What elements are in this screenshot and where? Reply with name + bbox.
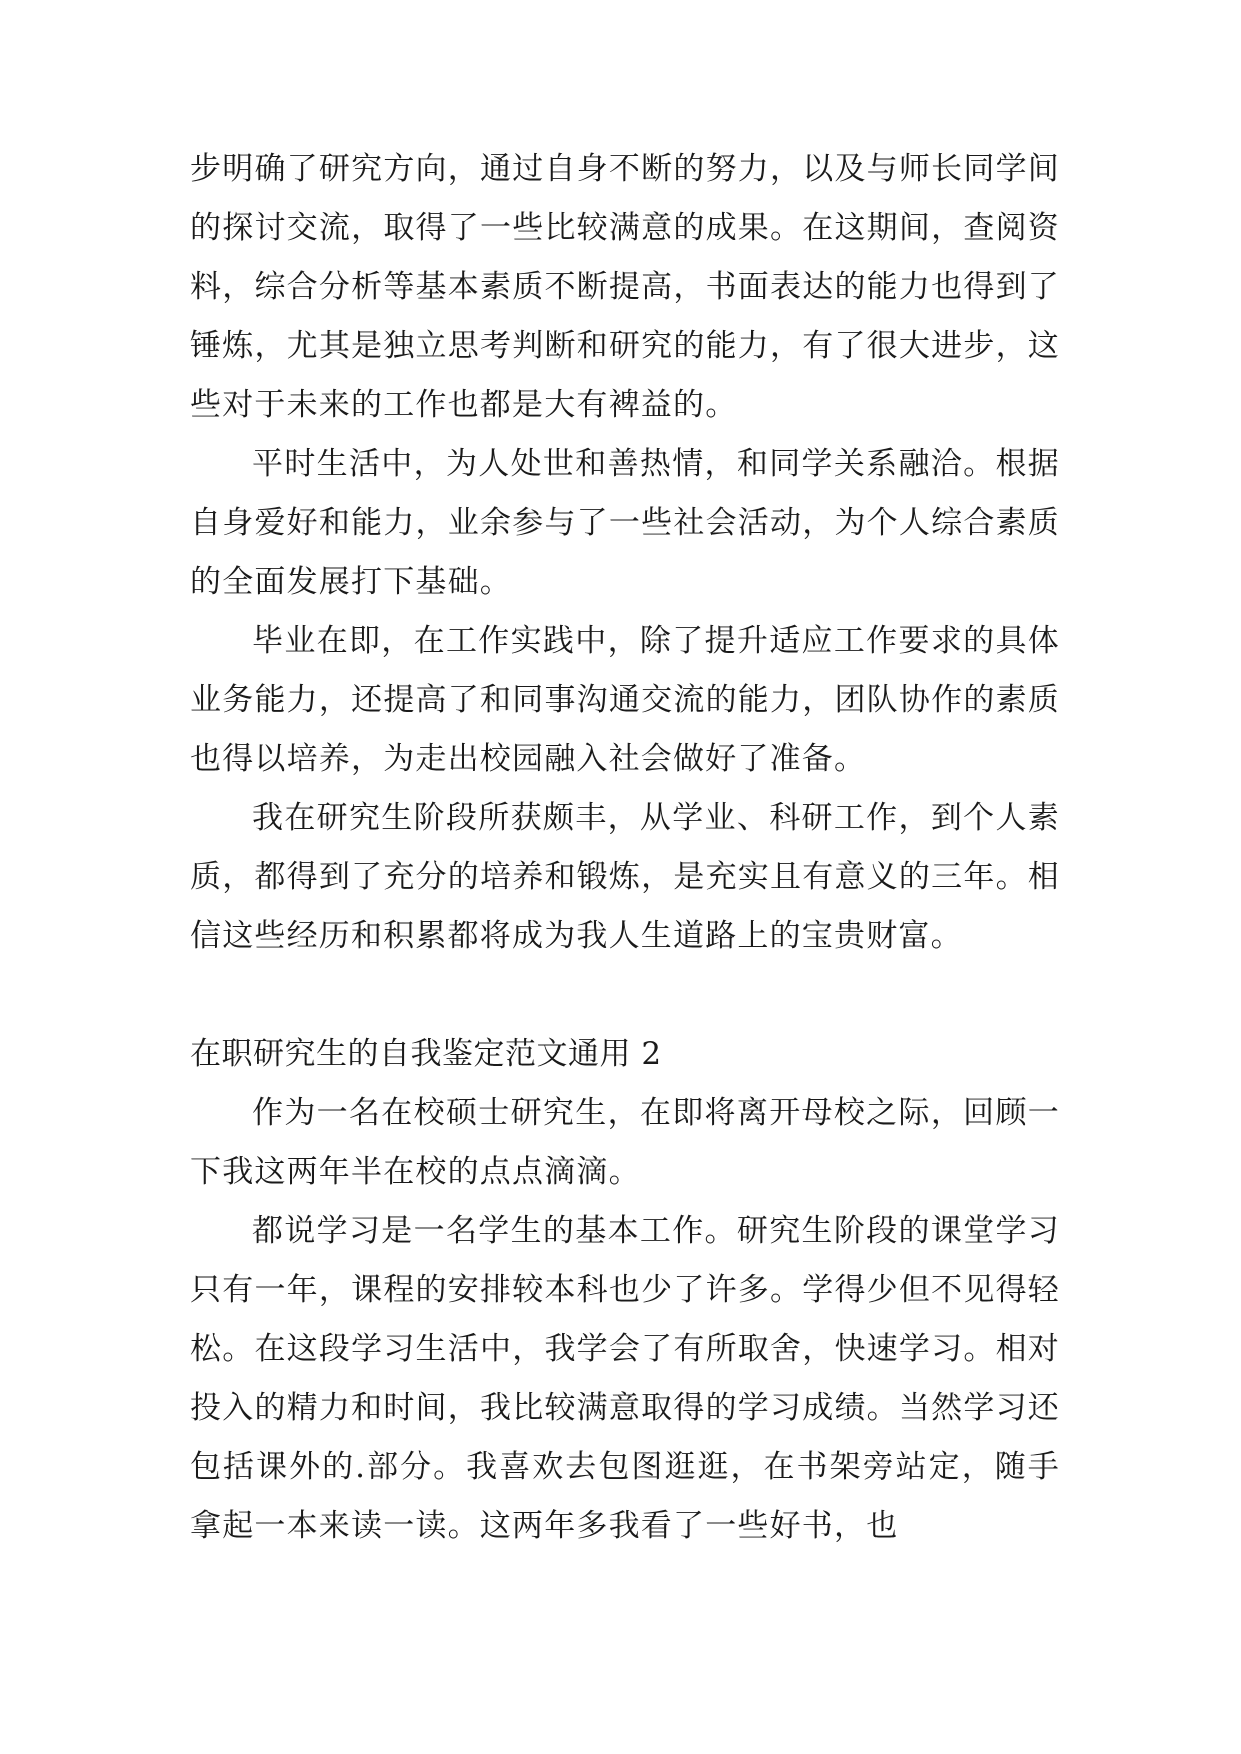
- document-body: [190, 140, 1060, 1556]
- paragraph: 都说学习是一名学生的基本工作。研究生阶段的课堂学习只有一年，课程的安排较本科也少了许多。学得少但不见得轻松。在这段学习生活中，我学会了有所取舍，快速学习。相对投入的精力和时间，我比较满意取得的学习成绩。当然学习还包括课外的.部分。我喜欢去包图逛逛，在书架旁站定，随手拿起一本来读一读。这两年多我看了一些好书，也: [190, 1213, 1060, 1544]
- paragraph: 作为一名在校硕士研究生，在即将离开母校之际，回顾一下我这两年半在校的点点滴滴。: [190, 1095, 1060, 1190]
- paragraph: 毕业在即，在工作实践中，除了提升适应工作要求的具体业务能力，还提高了和同事沟通交流的能力，团队协作的素质也得以培养，为走出校园融入社会做好了准备。: [190, 623, 1060, 777]
- section-heading: 在职研究生的自我鉴定范文通用 2: [190, 1036, 662, 1072]
- paragraph: 平时生活中，为人处世和善热情，和同学关系融洽。根据自身爱好和能力，业余参与了一些社会活动，为个人综合素质的全面发展打下基础。: [190, 446, 1060, 600]
- paragraph: 我在研究生阶段所获颇丰，从学业、科研工作，到个人素质，都得到了充分的培养和锻炼，是充实且有意义的三年。相信这些经历和积累都将成为我人生道路上的宝贵财富。: [190, 800, 1060, 954]
- paragraph-continued: 步明确了研究方向，通过自身不断的努力，以及与师长同学间的探讨交流，取得了一些比较满意的成果。在这期间，查阅资料，综合分析等基本素质不断提高，书面表达的能力也得到了锤炼，尤其是独立思考判断和研究的能力，有了很大进步，这些对于未来的工作也都是大有裨益的。: [190, 151, 1060, 423]
